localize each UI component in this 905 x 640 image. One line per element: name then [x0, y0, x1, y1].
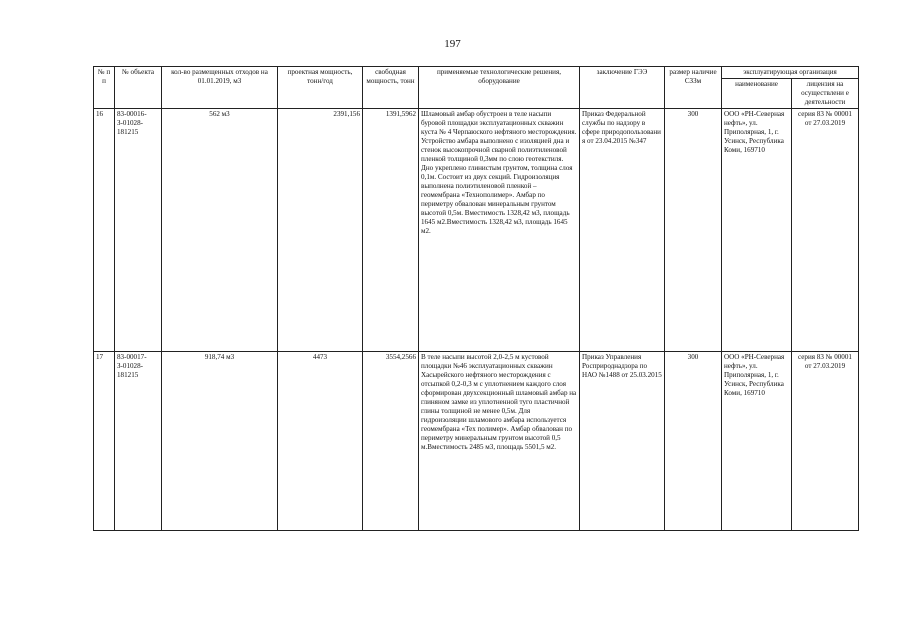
cell-num: 16 — [94, 109, 115, 352]
header-row — [94, 67, 859, 79]
header-num: № п п — [94, 67, 115, 109]
page-number: 197 — [444, 38, 461, 50]
cell-szz: 300 — [665, 352, 722, 531]
cell-technologies: Шламовый амбар обустроен в теле насыпи буровой площадки эксплуатационных скважин куста № 4 Черпаюского нефтяного месторождения. Устройство амбара выполнено с изоляцией дна и стенок высокопрочной сварной полиэтиленовой пленкой толщиной 0,3мм по слою геотекстиля. Дно укреплено глинистым грунтом, толщина слоя 0,1м. Состоит из двух секций. Гидроизоляция выполнена полиэтиленовой пленкой – геомембрана «Технополимер». Амбар по периметру обвалован минеральным грунтом высотой 0,5м. Вместимость 1328,42 м3, площадь 1645 м2.Вместимость 1328,42 м3, площадь 1645 м2. — [419, 109, 580, 352]
cell-gee: Приказ Федеральной службы по надзору в сфере природопользовани я от 23.04.2015 №347 — [580, 109, 665, 352]
header-waste-amount: кол-во размещенных отходов на 01.01.2019, м3 — [162, 67, 278, 109]
header-operator-group: эксплуатирующая организация — [722, 67, 859, 79]
cell-num: 17 — [94, 352, 115, 531]
cell-technologies: В теле насыпи высотой 2,0-2,5 м кустовой площадки №46 эксплуатационных скважин Хасырейского нефтяного месторождения с отсыпкой 0,2-0,3 м с уплотнением каждого слоя сформирован двухсекционный шламовый амбар на глиняном замке из уплотненной туго пластичной глины толщиной не менее 0,5м. Для гидроизоляции шламового амбара используется геомембрана «Тех полимер». Амбар обвалован по периметру минеральным грунтом высотой 0,5 м.Вместимость 2485 м3, площадь 5501,5 м2. — [419, 352, 580, 531]
header-license: лицензия на осуществлени е деятельности — [792, 79, 859, 109]
header-operator-name: наименование — [722, 79, 792, 109]
cell-design-capacity: 2391,156 — [278, 109, 363, 352]
header-design-capacity: проектная мощность, тонн/год — [278, 67, 363, 109]
cell-szz: 300 — [665, 109, 722, 352]
header-szz: размер наличие СЗЗм — [665, 67, 722, 109]
cell-operator-name: ООО «РН-Северная нефть», ул. Приполярная, 1, г. Усинск, Республика Коми, 169710 — [722, 352, 792, 531]
cell-license: серия 83 № 00001 от 27.03.2019 — [792, 352, 859, 531]
cell-license: серия 83 № 00001 от 27.03.2019 — [792, 109, 859, 352]
header-free-capacity: свободная мощность, тонн — [363, 67, 419, 109]
cell-free-capacity: 1391,5962 — [363, 109, 419, 352]
waste-facilities-table — [93, 66, 859, 531]
header-gee: заключение ГЭЭ — [580, 67, 665, 109]
cell-design-capacity: 4473 — [278, 352, 363, 531]
header-technologies: применяемые технологические решения, оборудование — [419, 67, 580, 109]
cell-waste-amount: 562 м3 — [162, 109, 278, 352]
cell-free-capacity: 3554,2566 — [363, 352, 419, 531]
header-object-number: № объекта — [115, 67, 162, 109]
table-row — [94, 109, 859, 352]
cell-object-number: 83-00017-З-01028-181215 — [115, 352, 162, 531]
cell-operator-name: ООО «РН-Северная нефть», ул. Приполярная, 1, г. Усинск, Республика Коми, 169710 — [722, 109, 792, 352]
cell-object-number: 83-00016-З-01028-181215 — [115, 109, 162, 352]
table-row — [94, 352, 859, 531]
cell-waste-amount: 918,74 м3 — [162, 352, 278, 531]
cell-gee: Приказ Управления Росприроднадзора по НАО №1488 от 25.03.2015 — [580, 352, 665, 531]
